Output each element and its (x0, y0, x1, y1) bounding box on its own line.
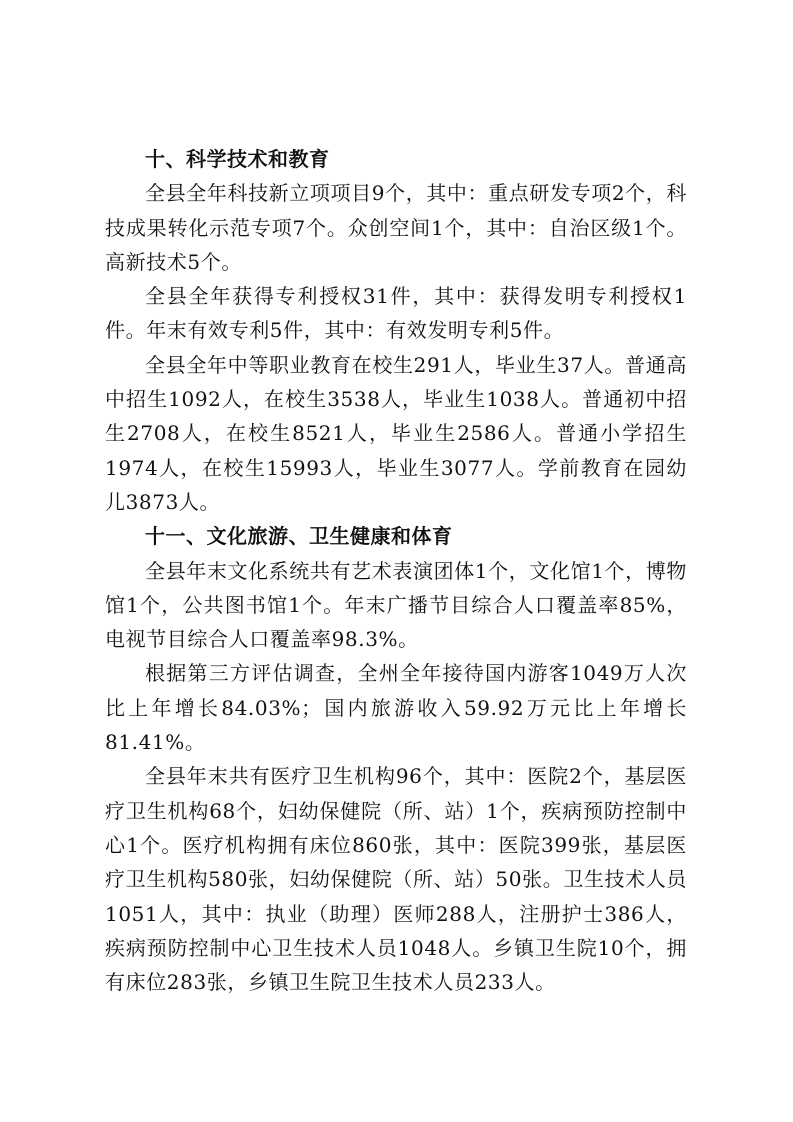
paragraph-tourism: 根据第三方评估调查，全州全年接待国内游客1049万人次比上年增长84.03%；国内旅游收入59.92万元比上年增长81.41%。 (105, 661, 687, 755)
document-page (105, 142, 687, 999)
section-heading-culture-health: 十一、文化旅游、卫生健康和体育 (145, 524, 453, 549)
section-heading-science-education: 十、科学技术和教育 (145, 147, 330, 171)
paragraph-patents: 全县全年获得专利授权31件，其中：获得发明专利授权1件。年末有效专利5件，其中：有效发明专利5件。 (105, 284, 687, 343)
paragraph-science-projects: 全县全年科技新立项项目9个，其中：重点研发专项2个，科技成果转化示范专项7个。众创空间1个，其中：自治区级1个。高新技术5个。 (105, 181, 687, 274)
paragraph-health: 全县年末共有医疗卫生机构96个，其中：医院2个，基层医疗卫生机构68个，妇幼保健院（所、站）1个，疾病预防控制中心1个。医疗机构拥有床位860张，其中：医院399张，基层医疗卫生机构580张，妇幼保健院（所、站）50张。卫生技术人员1051人，其中：执业（助理）医师288人，注册护士386人，疾病预防控制中心卫生技术人员1048人。乡镇卫生院10个，拥有床位283张，乡镇卫生院卫生技术人员233人。 (105, 764, 687, 995)
paragraph-culture: 全县年末文化系统共有艺术表演团体1个，文化馆1个，博物馆1个，公共图书馆1个。年末广播节目综合人口覆盖率85%，电视节目综合人口覆盖率98.3%。 (105, 558, 687, 652)
paragraph-education: 全县全年中等职业教育在校生291人，毕业生37人。普通高中招生1092人，在校生3538人，毕业生1038人。普通初中招生2708人，在校生8521人，毕业生2586人。普通小学招生1974人，在校生15993人，毕业生3077人。学前教育在园幼儿3873人。 (105, 352, 687, 514)
